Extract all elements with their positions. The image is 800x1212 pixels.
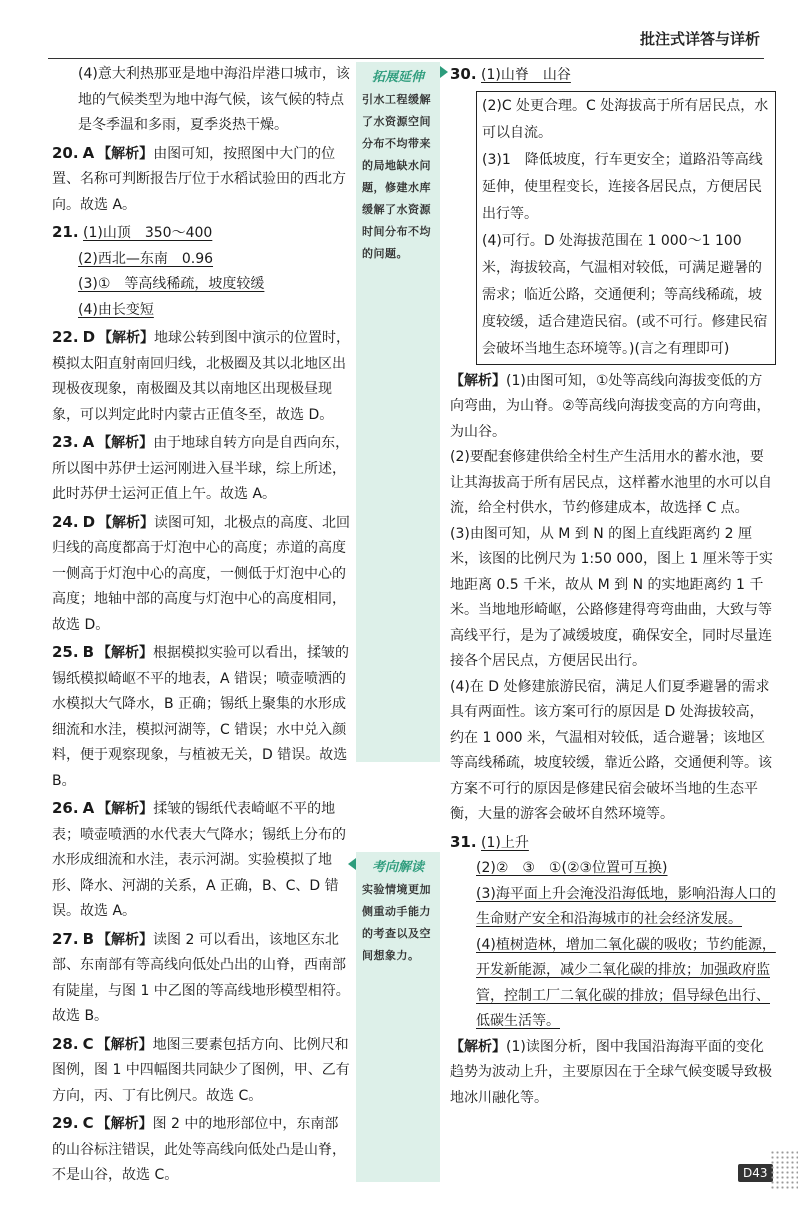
answer-letter: B xyxy=(82,643,95,661)
analysis-tag: 【解析】 xyxy=(96,1036,153,1053)
question-number: 23. xyxy=(52,433,79,451)
question-number: 30. xyxy=(450,65,477,83)
question-number: 20. xyxy=(52,143,79,162)
question-number: 25. xyxy=(52,643,79,661)
explanation-text: 由于地球自转方向是自西向东，所以图中苏伊士运河刚进入昼半球，综上所述，此时苏伊士运河正值上午。故选 A。 xyxy=(52,435,350,502)
question-number: 27. xyxy=(52,929,79,948)
exam-sidebar xyxy=(356,852,440,1182)
answer-letter: D xyxy=(82,512,96,531)
answer-letter: A xyxy=(82,433,95,451)
explanation-part4: (4)在 D 处修建旅游民宿，满足人们夏季避暑的需求具有两面性。该方案可行的原因是 D 处海拔较高，约在 1 000 米，气温相对较低，适合避暑；该地区等高线稀疏，坡度较缓，靠近公路，交通便利等。该方案不可行的原因是修建民宿会破坏当地的生态平衡，大量的游客会破坏自然环境等。 xyxy=(450,678,772,822)
analysis-tag: 【解析】 xyxy=(97,931,154,948)
page-number: D43 xyxy=(738,1164,773,1182)
question-29 xyxy=(52,1111,352,1189)
answer-letter: D xyxy=(82,328,96,346)
explanation-text: 地图三要素包括方向、比例尺和图例，图 1 中四幅图共同缺少了图例，甲、乙有方向，丙、丁有比例尺。故选 C。 xyxy=(52,1036,350,1104)
question-number: 29. xyxy=(52,1114,79,1132)
answer-letter: C xyxy=(82,1034,94,1053)
answer-letter: C xyxy=(82,1114,94,1132)
question-20 xyxy=(52,141,352,219)
analysis-tag: 【解析】 xyxy=(97,801,154,817)
extension-sidebar-title: 拓展延伸 xyxy=(371,70,424,85)
explanation-part1: (1)读图分析，图中我国沿海海平面的变化趋势为波动上升，主要原因在于全球气候变暖导致极地冰川融化等。 xyxy=(450,1038,772,1106)
answer-part2: (2)② ③ ①(②③位置可互换) xyxy=(476,860,668,876)
question-28 xyxy=(52,1032,352,1110)
explanation-text: 地球公转到图中演示的位置时，模拟太阳直射南回归线，北极圈及其以北地区出现极夜现象，南极圈及其以南地区出现极昼现象，可以判定此时内蒙古正值冬至，故选 D。 xyxy=(52,330,351,423)
question-26 xyxy=(52,796,352,925)
explanation-text: 读图可知，北极点的高度、北回归线的高度都高于灯泡中心的高度；赤道的高度一侧高于灯泡中心的高度，一侧低于灯泡中心的高度；地轴中部的高度与灯泡中心的高度相同，故选 D。 xyxy=(52,514,351,633)
analysis-tag: 【解析】 xyxy=(96,1116,153,1132)
question-number: 28. xyxy=(52,1034,79,1053)
explanation-text: 图 2 中的地形部位中，东南部的山谷标注错误，此处等高线向低处凸是山脊，不是山谷，故选 C。 xyxy=(52,1116,346,1183)
header-divider xyxy=(48,58,764,59)
question-30 xyxy=(450,62,776,828)
question-number: 26. xyxy=(52,799,79,817)
answer-box xyxy=(476,91,776,365)
answer-part3: (3)① 等高线稀疏，坡度较缓 xyxy=(78,276,265,292)
q19-part4: (4)意大利热那亚是地中海沿岸港口城市，该地的气候类型为地中海气候，该气候的特点是冬季温和多雨，夏季炎热干燥。 xyxy=(78,66,350,133)
question-27 xyxy=(52,927,352,1030)
decorative-dots xyxy=(770,1150,798,1190)
answer-part3: (3)海平面上升会淹没沿海低地，影响沿海人口的生命财产安全和沿海城市的社会经济发展。 xyxy=(476,885,776,927)
explanation-text: 根据模拟实验可以看出，揉皱的锡纸模拟崎岖不平的地表，A 错误；喷壶喷洒的水模拟大气降水，B 正确；锡纸上聚集的水形成细流和水洼，模拟河湖等，C 错误；水中兑入颜料，便于观察现象，与植被无关，D 错误。故选 B。 xyxy=(52,645,350,789)
question-25 xyxy=(52,640,352,794)
answer-part1: (1)山顶 350～400 xyxy=(83,225,213,241)
answer-part2: (2)C 处更合理。C 处海拔高于所有居民点，水可以自流。 xyxy=(482,97,769,141)
answer-part4: (4)植树造林，增加二氧化碳的吸收；节约能源，开发新能源，减少二氧化碳的排放；加强政府监管，控制工厂二氧化碳的排放；倡导绿色出行、低碳生活等。 xyxy=(476,936,776,1029)
question-number: 21. xyxy=(52,223,79,241)
analysis-tag: 【解析】 xyxy=(450,372,506,389)
answer-part1: (1)山脊 山谷 xyxy=(481,67,571,83)
answer-part3: (3)1 降低坡度，行车更安全；道路沿等高线延伸，使里程变长，连接各居民点，方便居民出行等。 xyxy=(482,151,763,222)
explanation-text: 揉皱的锡纸代表崎岖不平的地表；喷壶喷洒的水代表大气降水；锡纸上分布的水形成细流和水洼，表示河湖。实验模拟了地形、降水、河湖的关系，A 正确，B、C、D 错误。故选 A。 xyxy=(52,801,346,919)
answer-letter: A xyxy=(82,799,95,817)
explanation-text: 读图 2 可以看出，该地区东北部、东南部有等高线向低处凸出的山脊，西南部有陡崖，与图 1 中乙图的等高线地形模型相符。故选 B。 xyxy=(52,931,350,1024)
analysis-tag: 【解析】 xyxy=(450,1038,506,1055)
analysis-tag: 【解析】 xyxy=(97,645,154,661)
question-22 xyxy=(52,325,352,428)
analysis-tag: 【解析】 xyxy=(97,145,154,162)
answer-part2: (2)西北—东南 0.96 xyxy=(78,250,214,267)
answer-letter: A xyxy=(82,143,95,162)
answer-letter: B xyxy=(82,929,95,948)
analysis-tag: 【解析】 xyxy=(98,514,155,531)
extension-sidebar-text: 引水工程缓解了水资源空间分布不均带来的局地缺水问题，修建水库缓解了水资源时间分布不均的问题。 xyxy=(362,93,431,260)
extension-arrow-icon xyxy=(440,66,448,78)
answer-part4: (4)可行。D 处海拔范围在 1 000～1 100 米，海拔较高，气温相对较低，可满足避暑的需求；临近公路，交通便利；等高线稀疏，坡度较缓，适合建造民宿。(或不可行。修建民宿会破坏当地生态环境等。)(言之有理即可) xyxy=(482,232,768,357)
question-23 xyxy=(52,430,352,508)
analysis-tag: 【解析】 xyxy=(98,330,155,346)
question-21 xyxy=(52,220,352,323)
page-header-title: 批注式详答与详析 xyxy=(639,30,760,48)
extension-sidebar xyxy=(356,62,440,762)
analysis-tag: 【解析】 xyxy=(97,435,154,451)
answer-part1: (1)上升 xyxy=(481,834,529,851)
explanation-part1: (1)由图可知，①处等高线向海拔变低的方向弯曲，为山脊。②等高线向海拔变高的方向弯曲，为山谷。 xyxy=(450,372,771,440)
explanation-part3: (3)由图可知，从 M 到 N 的图上直线距离约 2 厘米，该图的比例尺为 1:50 000，图上 1 厘米等于实地距离 0.5 千米，故从 M 到 N 的实地距离约 1 千米。当地地形崎岖，公路修建得弯弯曲曲，大致与等高线平行，是为了减缓坡度，确保安全，同时尽量连接各个居民点，方便居民出行。 xyxy=(450,525,773,669)
question-number: 24. xyxy=(52,512,79,531)
explanation-part2: (2)要配套修建供给全村生产生活用水的蓄水池，要让其海拔高于所有居民点，这样蓄水池里的水可以自流，给全村供水，节约修建成本，故选择 C 点。 xyxy=(450,449,772,516)
exam-sidebar-text: 实验情境更加侧重动手能力的考查以及空间想象力。 xyxy=(362,883,431,962)
answer-part4: (4)由长变短 xyxy=(78,301,154,318)
question-number: 22. xyxy=(52,328,79,346)
question-31 xyxy=(450,830,776,1112)
exam-sidebar-title: 考向解读 xyxy=(371,860,424,875)
explanation-text: 由图可知，按照图中大门的位置、名称可判断报告厅位于水稻试验田的西北方向。故选 A。 xyxy=(52,145,346,213)
right-column xyxy=(450,62,776,1113)
left-column xyxy=(52,62,352,1191)
question-24 xyxy=(52,510,352,639)
question-number: 31. xyxy=(450,832,477,851)
